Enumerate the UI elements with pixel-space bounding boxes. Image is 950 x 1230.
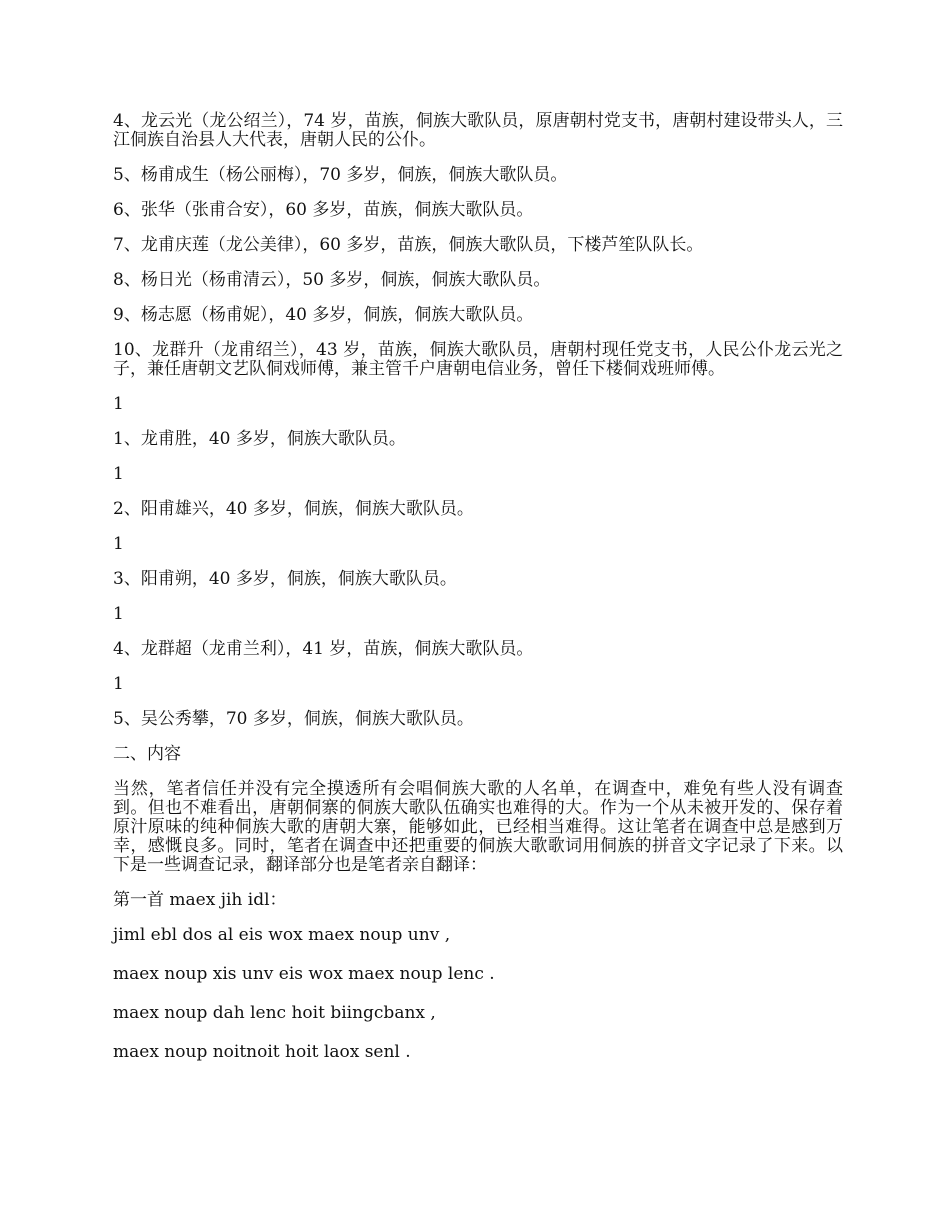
lyric-line: maex noup xis unv eis wox maex noup lenc . bbox=[113, 964, 495, 984]
paragraph-member-b1: 1、龙甫胜，40 多岁，侗族大歌队员。 bbox=[113, 429, 406, 449]
paragraph-number-marker: 1 bbox=[113, 394, 124, 414]
document-page bbox=[113, 112, 843, 1082]
paragraph-member-b2: 2、阳甫雄兴，40 多岁，侗族，侗族大歌队员。 bbox=[113, 499, 474, 519]
paragraph-number-marker: 1 bbox=[113, 604, 124, 624]
paragraph-member-4: 4、龙云光（龙公绍兰），74 岁，苗族，侗族大歌队员，原唐朝村党支书，唐朝村建设带头人，三江侗族自治县人大代表，唐朝人民的公仆。 bbox=[113, 111, 843, 150]
paragraph-member-10: 10、龙群升（龙甫绍兰），43 岁，苗族，侗族大歌队员，唐朝村现任党支书，人民公仆龙云光之子，兼任唐朝文艺队侗戏师傅，兼主管千户唐朝电信业务，曾任下楼侗戏班师傅。 bbox=[113, 340, 843, 379]
paragraph-member-5: 5、杨甫成生（杨公丽梅），70 多岁，侗族，侗族大歌队员。 bbox=[113, 165, 568, 185]
lyric-line: jiml ebl dos al eis wox maex noup unv , bbox=[113, 925, 451, 945]
paragraph-number-marker: 1 bbox=[113, 674, 124, 694]
paragraph-member-6: 6、张华（张甫合安），60 多岁，苗族，侗族大歌队员。 bbox=[113, 200, 534, 220]
section-heading: 二、内容 bbox=[113, 744, 181, 764]
paragraph-member-b3: 3、阳甫朔，40 多岁，侗族，侗族大歌队员。 bbox=[113, 569, 457, 589]
lyric-line: maex noup dah lenc hoit biingcbanx , bbox=[113, 1003, 436, 1023]
paragraph-number-marker: 1 bbox=[113, 534, 124, 554]
paragraph-member-b5: 5、吴公秀攀，70 多岁，侗族，侗族大歌队员。 bbox=[113, 709, 474, 729]
song-title: 第一首 maex jih idl： bbox=[113, 890, 287, 910]
paragraph-body: 当然，笔者信任并没有完全摸透所有会唱侗族大歌的人名单，在调查中，难免有些人没有调查到。但也不难看出，唐朝侗寨的侗族大歌队伍确实也难得的大。作为一个从未被开发的、保存着原汁原味的纯种侗族大歌的唐朝大寨，能够如此，已经相当难得。这让笔者在调查中总是感到万幸，感慨良多。同时，笔者在调查中还把重要的侗族大歌歌词用侗族的拼音文字记录了下来。以下是一些调查记录，翻译部分也是笔者亲自翻译： bbox=[113, 779, 843, 875]
paragraph-member-7: 7、龙甫庆莲（龙公美律），60 多岁，苗族，侗族大歌队员，下楼芦笙队队长。 bbox=[113, 235, 704, 255]
paragraph-member-9: 9、杨志愿（杨甫妮），40 多岁，侗族，侗族大歌队员。 bbox=[113, 305, 534, 325]
paragraph-member-8: 8、杨日光（杨甫清云），50 多岁，侗族，侗族大歌队员。 bbox=[113, 270, 551, 290]
paragraph-number-marker: 1 bbox=[113, 464, 124, 484]
lyric-line: maex noup noitnoit hoit laox senl . bbox=[113, 1042, 411, 1062]
paragraph-member-b4: 4、龙群超（龙甫兰利），41 岁，苗族，侗族大歌队员。 bbox=[113, 639, 534, 659]
